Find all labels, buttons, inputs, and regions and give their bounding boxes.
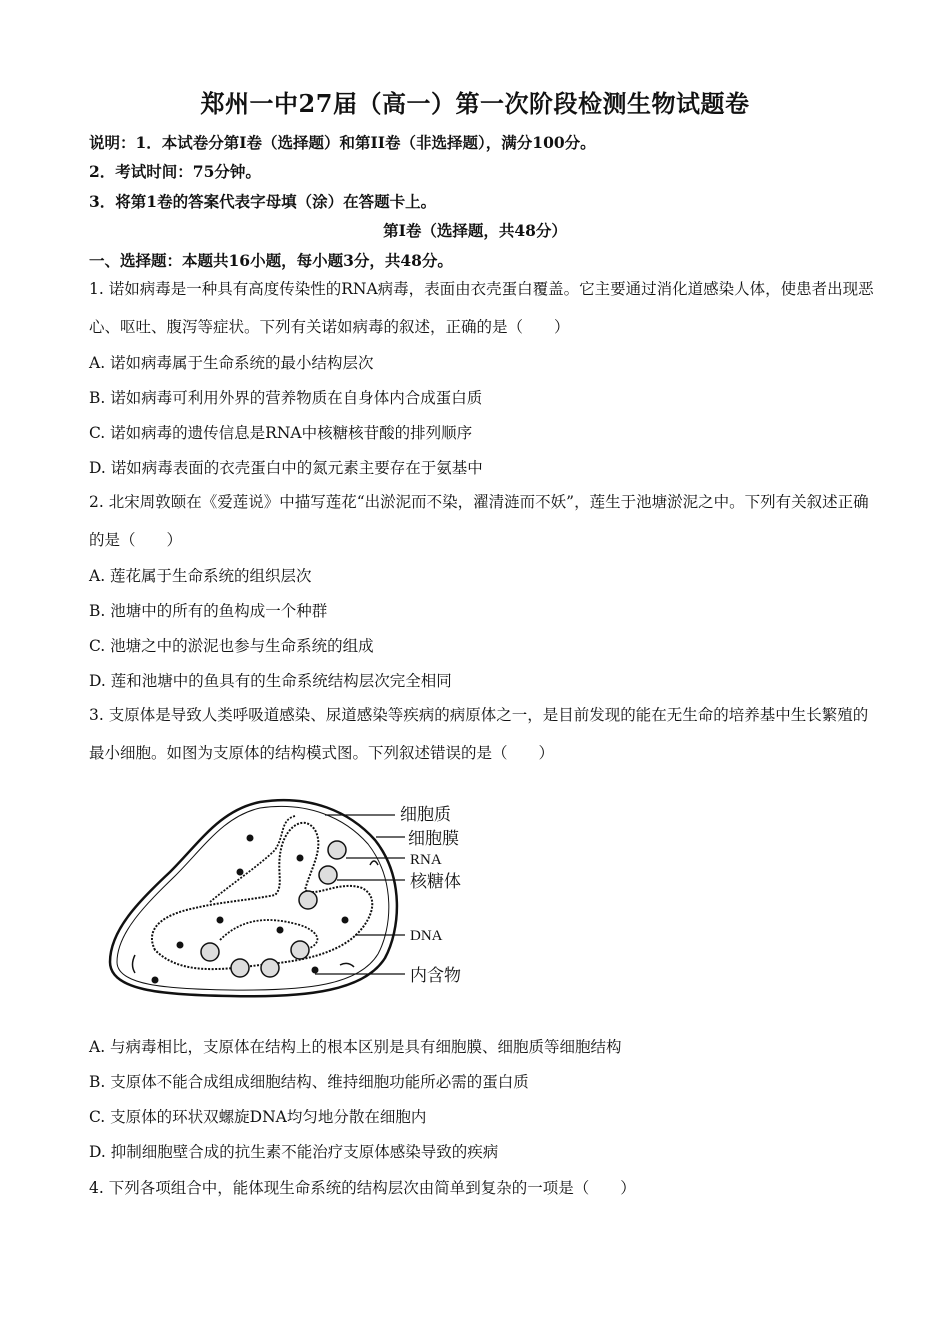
- page-title: 郑州一中27届（高一）第一次阶段检测生物试题卷: [200, 89, 750, 118]
- question-3-option-b: B. 支原体不能合成组成细胞结构、维持细胞功能所必需的蛋白质: [89, 1073, 529, 1091]
- note-3: 3．将第1卷的答案代表字母填（涂）在答题卡上。: [89, 192, 437, 211]
- inclusion: [247, 835, 254, 842]
- question-1-option-c: C. 诺如病毒的遗传信息是RNA中核糖核苷酸的排列顺序: [89, 424, 473, 442]
- question-2-option-a: A. 莲花属于生命系统的组织层次: [89, 567, 312, 585]
- inclusion: [152, 977, 159, 984]
- label-rna: RNA: [410, 852, 442, 868]
- inclusion: [217, 917, 224, 924]
- ribosome: [291, 941, 309, 959]
- inclusion: [297, 855, 304, 862]
- question-2-option-b: B. 池塘中的所有的鱼构成一个种群: [89, 602, 328, 620]
- question-3-option-a: A. 与病毒相比，支原体在结构上的根本区别是具有细胞膜、细胞质等细胞结构: [89, 1038, 622, 1056]
- part-title: 一、选择题：本题共16小题，每小题3分，共48分。: [89, 251, 453, 270]
- section-title: 第I卷（选择题，共48分）: [383, 221, 567, 240]
- question-3-option-d: D. 抑制细胞壁合成的抗生素不能治疗支原体感染导致的疾病: [89, 1143, 499, 1161]
- ribosome: [261, 959, 279, 977]
- label-inclusion: 内含物: [410, 966, 461, 986]
- question-1-option-b: B. 诺如病毒可利用外界的营养物质在自身体内合成蛋白质: [89, 389, 483, 407]
- inclusion: [237, 869, 244, 876]
- question-1-option-a: A. 诺如病毒属于生命系统的最小结构层次: [89, 354, 374, 372]
- question-3-option-c: C. 支原体的环状双螺旋DNA均匀地分散在细胞内: [89, 1108, 427, 1126]
- ribosome: [328, 841, 346, 859]
- label-dna: DNA: [410, 928, 443, 944]
- inclusion: [177, 942, 184, 949]
- question-3-stem: 3. 支原体是导致人类呼吸道感染、尿道感染等疾病的病原体之一，是目前发现的能在无生命的培养基中生长繁殖的最小细胞。如图为支原体的结构模式图。下列叙述错误的是（ ）: [89, 706, 869, 762]
- label-cell-membrane: 细胞膜: [408, 829, 459, 849]
- mycoplasma-diagram: [100, 790, 500, 1010]
- question-1-option-d: D. 诺如病毒表面的衣壳蛋白中的氮元素主要存在于氨基中: [89, 459, 483, 477]
- ribosome: [201, 943, 219, 961]
- label-cytoplasm: 细胞质: [400, 805, 451, 825]
- note-1: 说明：1．本试卷分第I卷（选择题）和第II卷（非选择题），满分100分。: [89, 133, 596, 152]
- inclusion: [312, 967, 319, 974]
- question-1-stem: 1. 诺如病毒是一种具有高度传染性的RNA病毒，表面由衣壳蛋白覆盖。它主要通过消化道感染人体，使患者出现恶心、呕吐、腹泻等症状。下列有关诺如病毒的叙述，正确的是（ ）: [89, 280, 874, 336]
- ribosome: [231, 959, 249, 977]
- label-ribosome: 核糖体: [410, 872, 461, 892]
- ribosome: [319, 866, 337, 884]
- question-2-stem: 2. 北宋周敦颐在《爱莲说》中描写莲花“出淤泥而不染，濯清涟而不妖”，莲生于池塘淤泥之中。下列有关叙述正确的是（ ）: [89, 493, 869, 549]
- question-2-option-d: D. 莲和池塘中的鱼具有的生命系统结构层次完全相同: [89, 672, 452, 690]
- inclusion: [277, 927, 284, 934]
- inclusion: [342, 917, 349, 924]
- question-4-stem: 4. 下列各项组合中，能体现生命系统的结构层次由简单到复杂的一项是（ ）: [89, 1179, 636, 1197]
- note-2: 2．考试时间：75分钟。: [89, 162, 261, 181]
- question-2-option-c: C. 池塘之中的淤泥也参与生命系统的组成: [89, 637, 374, 655]
- ribosome: [299, 891, 317, 909]
